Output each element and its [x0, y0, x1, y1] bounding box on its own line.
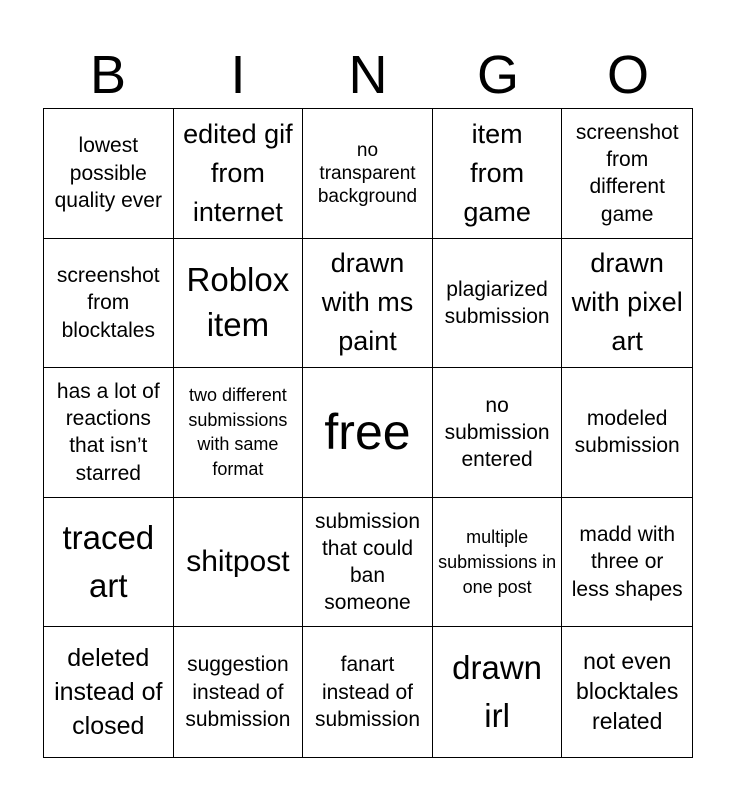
cell-text: screenshot from different game [575, 120, 679, 226]
cell-text: edited gif from internet [183, 118, 293, 227]
bingo-cell[interactable] [562, 239, 692, 369]
header-letter-b: B [89, 45, 127, 105]
header-letter-i: I [230, 45, 246, 105]
cell-text: screenshot from blocktales [56, 263, 160, 342]
bingo-cell[interactable] [303, 109, 433, 239]
cell-text: two different submissions with same format [188, 384, 288, 480]
cell-text: deleted instead of closed [54, 644, 163, 741]
cell-text: drawn with ms paint [321, 248, 414, 357]
bingo-cell[interactable] [174, 109, 304, 239]
bingo-cell[interactable] [174, 627, 304, 757]
bingo-cell[interactable] [562, 368, 692, 498]
bingo-cell[interactable] [174, 368, 304, 498]
cell-text: fanart instead of submission [314, 653, 421, 731]
bingo-cell[interactable] [433, 239, 563, 369]
bingo-cell[interactable] [562, 627, 692, 757]
bingo-cell[interactable] [44, 109, 174, 239]
header-letter-o: O [606, 45, 649, 105]
cell-text: item from game [463, 118, 531, 227]
cell-text: plagiarized submission [444, 277, 550, 328]
bingo-cell[interactable] [44, 239, 174, 369]
cell-text: no transparent background [317, 139, 418, 207]
bingo-cell[interactable] [44, 498, 174, 628]
bingo-cell[interactable] [303, 627, 433, 757]
cell-text: drawn with pixel art [571, 248, 683, 357]
cell-text: traced art [62, 519, 155, 605]
cell-text: Roblox item [186, 261, 290, 343]
cell-text: no submission entered [444, 393, 550, 472]
cell-text: lowest possible quality ever [54, 134, 162, 212]
bingo-cell[interactable] [303, 239, 433, 369]
cell-text: modeled submission [574, 407, 680, 458]
cell-text: shitpost [186, 545, 290, 579]
bingo-cell[interactable] [174, 239, 304, 369]
bingo-cell-free[interactable] [303, 368, 433, 498]
bingo-cell[interactable] [433, 368, 563, 498]
bingo-cell[interactable] [433, 498, 563, 628]
bingo-cell[interactable] [562, 498, 692, 628]
bingo-cell[interactable] [562, 109, 692, 239]
bingo-cell[interactable] [44, 627, 174, 757]
bingo-cell[interactable] [303, 498, 433, 628]
cell-text: not even blocktales related [576, 648, 679, 735]
bingo-cell[interactable] [44, 368, 174, 498]
bingo-cell[interactable] [174, 498, 304, 628]
bingo-cell[interactable] [433, 627, 563, 757]
bingo-grid [43, 108, 693, 758]
cell-text: drawn irl [452, 649, 543, 735]
cell-text: multiple submissions in one post [438, 526, 557, 597]
cell-text: suggestion instead of submission [185, 653, 291, 731]
bingo-header [43, 42, 693, 108]
bingo-cell[interactable] [433, 109, 563, 239]
cell-text: submission that could ban someone [314, 509, 421, 615]
cell-text: free [324, 403, 411, 460]
header-letter-n: N [348, 45, 388, 105]
cell-text: has a lot of reactions that isn’t starred [56, 379, 160, 485]
header-letter-g: G [476, 45, 519, 105]
cell-text: madd with three or less shapes [571, 523, 683, 601]
